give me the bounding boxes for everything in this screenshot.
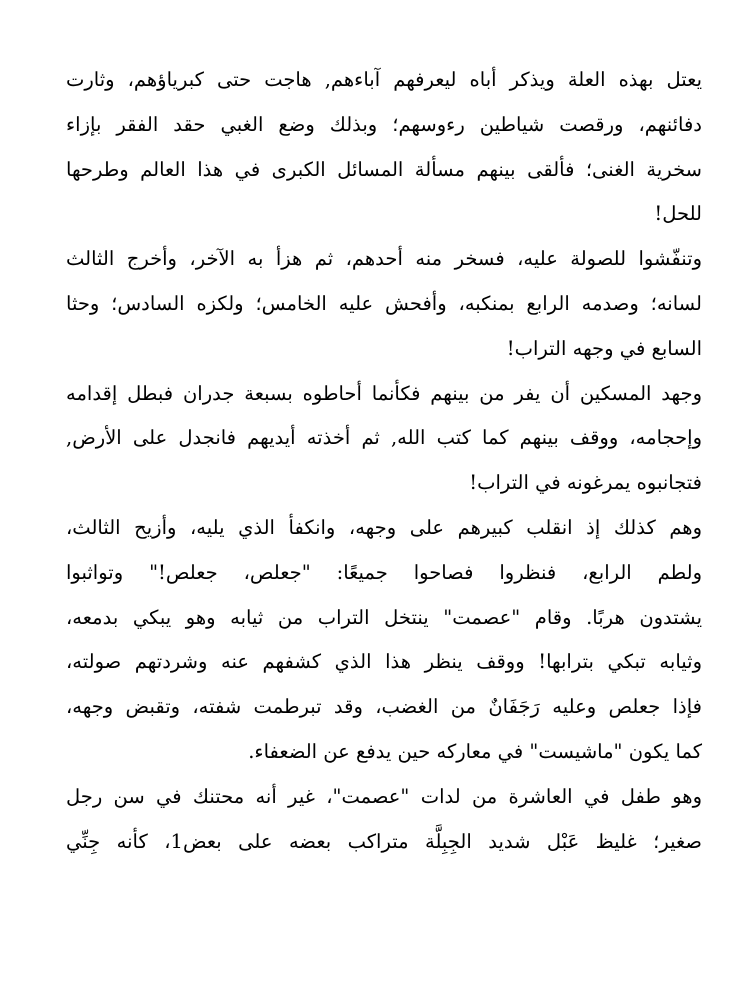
text-line: يشتدون هربًا. وقام "عصمت" ينتخل التراب من ثيابه وهو يبكي بدمعه، xyxy=(66,605,702,629)
body-text xyxy=(66,58,702,864)
text-line: لسانه؛ وصدمه الرابع بمنكبه، وأفحش عليه الخامس؛ ولكزه السادس؛ وحثا xyxy=(66,291,702,315)
text-line: دفائنهم، ورقصت شياطين رءوسهم؛ وبذلك وضع الغبي حقد الفقر بإزاء xyxy=(66,112,702,136)
text-line: كما يكون "ماشيست" في معاركه حين يدفع عن الضعفاء. xyxy=(248,739,702,763)
text-line: السابع في وجهه التراب! xyxy=(506,336,702,360)
text-line: وتنفّشوا للصولة عليه، فسخر منه أحدهم، ثم هزأ به الآخر، وأخرج الثالث xyxy=(66,247,702,271)
text-line: ولطم الرابع، فنظروا فصاحوا جميعًا: "جعلص، جعلص!" وتواثبوا xyxy=(66,560,702,584)
text-line: وإحجامه، ووقف بينهم كما كتب الله, ثم أخذته أيديهم فانجدل على الأرض, xyxy=(66,426,702,450)
text-line: سخرية الغنى؛ فألقى بينهم مسألة المسائل الكبرى في هذا العالم وطرحها xyxy=(66,157,702,181)
text-line: صغير؛ غليظ عَبْل شديد الجِبِلَّة متراكب بعضه على بعض1، كأنه جِنِّي xyxy=(66,829,702,853)
text-line: فتجانبوه يمرغونه في التراب! xyxy=(469,471,702,495)
text-line: وهو طفل في العاشرة من لدات "عصمت"، غير أنه محتنك في سن رجل xyxy=(66,784,702,808)
text-line: وثيابه تبكي بترابها! ووقف ينظر هذا الذي كشفهم عنه وشردتهم صولته، xyxy=(66,650,702,674)
text-line: يعتل بهذه العلة ويذكر أباه ليعرفهم آباءهم, هاجت حتى كبرياؤهم، وثارت xyxy=(66,68,702,91)
text-line: فإذا جعلص وعليه رَجَفَانٌ من الغضب، وقد تبرطمت شفته، وتقبض وجهه، xyxy=(66,695,702,719)
text-line: وجهد المسكين أن يفر من بينهم فكأنما أحاطوه بسبعة جدران فبطل إقدامه xyxy=(66,381,702,405)
text-line: للحل! xyxy=(654,202,702,226)
text-line: وهم كذلك إذ انقلب كبيرهم على وجهه، وانكفأ الذي يليه، وأزيح الثالث، xyxy=(66,515,702,539)
